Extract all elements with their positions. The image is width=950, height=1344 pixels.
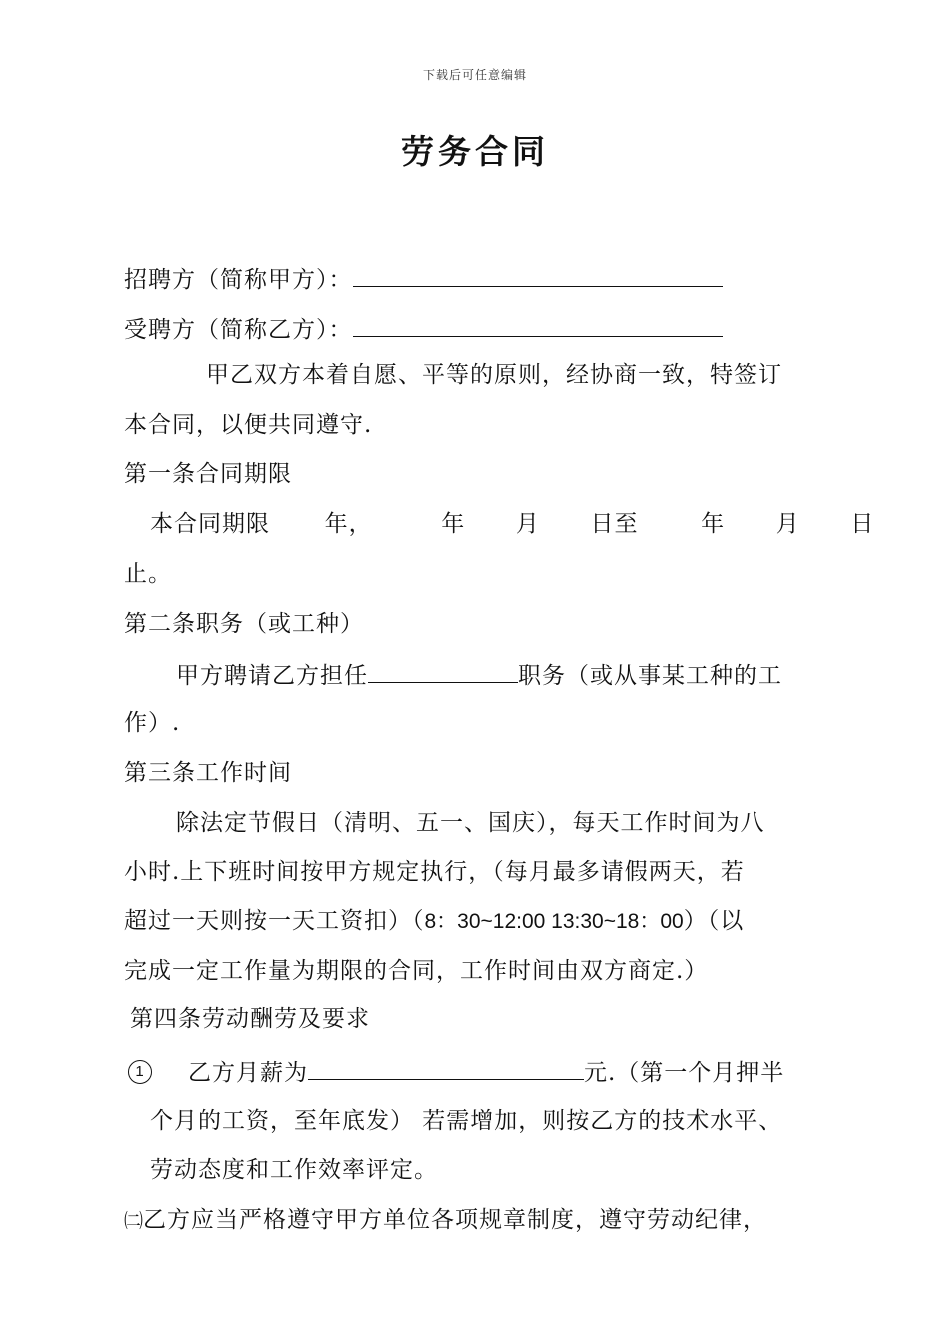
art2-text-post: 职务（或从事某工种的工 xyxy=(518,663,782,689)
article-1-line-1 xyxy=(150,509,874,539)
article-2-line-1 xyxy=(176,658,782,691)
document-title: 劳务合同 xyxy=(401,132,549,171)
party-a-blank[interactable] xyxy=(353,262,723,287)
intro-line-1: 甲乙双方本着自愿、平等的原则，经协商一致，特签订 xyxy=(206,362,782,388)
article-3-line-4: 完成一定工作量为期限的合同，工作时间由双方商定.） xyxy=(124,958,709,984)
article-4-item-1-line-1 xyxy=(128,1055,784,1088)
item-1-marker: 1 xyxy=(128,1060,152,1084)
work-hours: 8：30~12:00 13:30~18：00 xyxy=(424,910,684,933)
salary-blank[interactable] xyxy=(308,1055,584,1080)
art1-text-h: 日 xyxy=(850,511,875,537)
article-1-line-2: 止。 xyxy=(124,561,172,587)
art1-text-f: 年 xyxy=(701,511,726,537)
article-1-heading: 第一条合同期限 xyxy=(124,461,292,487)
article-3-heading: 第三条工作时间 xyxy=(124,760,292,786)
article-4-heading: 第四条劳动酬劳及要求 xyxy=(130,1006,370,1032)
article-3-line-2: 小时.上下班时间按甲方规定执行，（每月最多请假两天，若 xyxy=(124,859,745,885)
intro-line-2: 本合同，以便共同遵守. xyxy=(124,412,373,438)
art1-text-g: 月 xyxy=(775,511,800,537)
article-3-line-1: 除法定节假日（清明、五一、国庆），每天工作时间为八 xyxy=(176,810,765,836)
item-2-marker: ㈡ xyxy=(124,1210,144,1232)
party-a-line xyxy=(124,262,723,295)
art1-text-d: 月 xyxy=(515,511,540,537)
art1-text-c: 年 xyxy=(441,511,466,537)
art4-item1-post: 元.（第一个月押半 xyxy=(584,1060,785,1086)
article-2-line-2: 作）. xyxy=(124,710,181,736)
art1-text-e: 日至 xyxy=(590,511,639,537)
party-b-blank[interactable] xyxy=(353,312,723,337)
article-4-item-2-line-1 xyxy=(124,1205,767,1236)
art3-text-pre: 超过一天则按一天工资扣）（ xyxy=(124,908,425,934)
party-a-label: 招聘方（简称甲方）： xyxy=(124,267,353,293)
art1-text-a: 本合同期限 xyxy=(150,511,270,537)
article-3-line-3 xyxy=(124,906,744,937)
header-note: 下载后可任意编辑 xyxy=(422,68,527,82)
art4-item2-text: 乙方应当严格遵守甲方单位各项规章制度，遵守劳动纪律， xyxy=(143,1207,768,1233)
art4-item1-pre: 乙方月薪为 xyxy=(188,1060,308,1086)
party-b-label: 受聘方（简称乙方）： xyxy=(124,317,353,343)
art3-text-post: ）（以 xyxy=(683,908,745,934)
art1-text-b: 年， xyxy=(324,511,373,537)
article-4-item-1-line-2: 个月的工资，至年底发） 若需增加，则按乙方的技术水平、 xyxy=(150,1108,783,1134)
party-b-line xyxy=(124,312,723,345)
article-2-heading: 第二条职务（或工种） xyxy=(124,611,364,637)
art2-text-pre: 甲方聘请乙方担任 xyxy=(176,663,368,689)
position-blank[interactable] xyxy=(368,658,518,683)
article-4-item-1-line-3: 劳动态度和工作效率评定。 xyxy=(150,1157,438,1183)
